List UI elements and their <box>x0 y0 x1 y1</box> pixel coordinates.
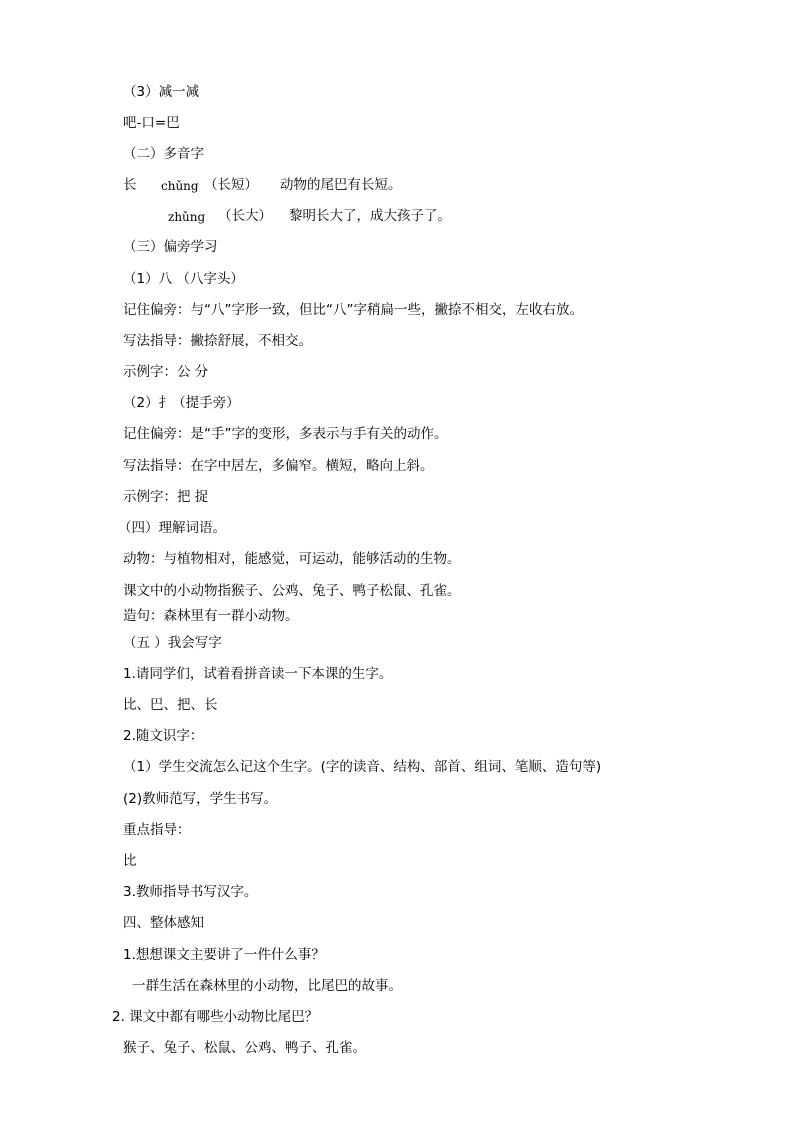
text-line: 示例字：公 分 <box>123 364 209 380</box>
section-heading-overview: 四、整体感知 <box>123 915 204 931</box>
text-line: 示例字：把 捉 <box>123 489 209 505</box>
text-line: 2. 课文中都有哪些小动物比尾巴？ <box>112 1009 319 1025</box>
section-heading-subtract: （3）减一减 <box>123 84 200 100</box>
text-line: 1.想想课文主要讲了一件什么事？ <box>123 947 325 963</box>
section-heading-writing: （五 ）我会写字 <box>123 635 222 651</box>
text-line: 造句：森林里有一群小动物。 <box>123 608 299 624</box>
example-reading-1: 动物的尾巴有长短。 <box>280 177 402 193</box>
section-heading-radicals: （三）偏旁学习 <box>123 239 218 255</box>
text-line: 记住偏旁：与“八”字形一致，但比“八”字稍扁一些，撇捺不相交，左收右放。 <box>123 302 583 318</box>
text-line: 比、巴、把、长 <box>123 697 218 713</box>
text-line: (2)教师范写，学生书写。 <box>123 791 278 807</box>
section-heading-vocabulary: （四）理解词语。 <box>118 520 226 536</box>
text-line: 重点指导： <box>123 822 191 838</box>
text-line: 1.请同学们，试着看拼音读一下本课的生字。 <box>123 666 393 682</box>
text-line: （1）学生交流怎么记这个生字。(字的读音、结构、部首、组词、笔顺、造句等) <box>123 759 602 775</box>
example-reading-2: 黎明长大了，成大孩子了。 <box>289 208 451 224</box>
text-line: 猴子、兔子、松鼠、公鸡、鸭子、孔雀。 <box>123 1040 366 1056</box>
subheading-radical-ba: （1）八 （八字头） <box>123 271 244 287</box>
pinyin-reading-2: zhǔng <box>168 210 206 224</box>
section-heading-polyphone: （二）多音字 <box>123 146 204 162</box>
text-line: 比 <box>123 853 137 869</box>
text-line: 记住偏旁：是“手”字的变形，多表示与手有关的动作。 <box>123 426 448 442</box>
text-line: 写法指导：撇捺舒展，不相交。 <box>123 333 312 349</box>
subheading-radical-shou: （2）扌（提手旁） <box>123 395 240 411</box>
text-line: 2.随文识字： <box>123 728 204 744</box>
text-line: 3.教师指导书写汉字。 <box>123 884 258 900</box>
pinyin-reading-1: chǔng <box>161 179 199 193</box>
text-line: 写法指导：在字中居左，多偏窄。横短，略向上斜。 <box>123 458 434 474</box>
polyphone-char: 长 <box>123 177 137 193</box>
text-line: 课文中的小动物指猴子、公鸡、兔子、鸭子松鼠、孔雀。 <box>123 583 461 599</box>
text-line: 吧-口=巴 <box>123 115 180 131</box>
gloss-reading-1: （长短） <box>204 177 258 193</box>
text-line: 动物：与植物相对，能感觉，可运动，能够活动的生物。 <box>123 551 461 567</box>
gloss-reading-2: （长大） <box>218 208 272 224</box>
text-line: 一群生活在森林里的小动物，比尾巴的故事。 <box>132 978 402 994</box>
